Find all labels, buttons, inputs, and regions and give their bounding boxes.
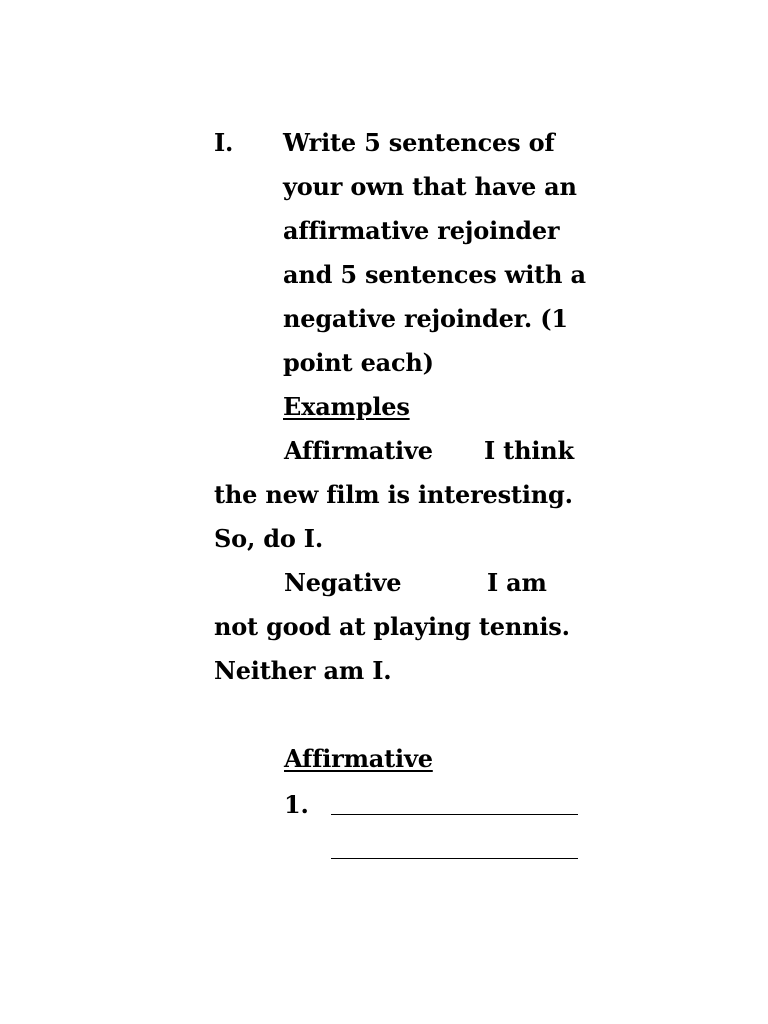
negative-example-label: Negative bbox=[284, 568, 402, 597]
answer-blank-line-1[interactable] bbox=[331, 814, 578, 815]
exercise-item-number: 1. bbox=[284, 790, 309, 819]
instruction-line-2: your own that have an bbox=[283, 172, 577, 201]
instruction-line-6: point each) bbox=[283, 348, 434, 377]
examples-heading: Examples bbox=[283, 392, 410, 421]
section-number: I. bbox=[214, 128, 234, 157]
affirmative-example-rejoinder: So, do I. bbox=[214, 524, 323, 553]
negative-example-sentence-start: I am bbox=[487, 568, 547, 597]
instruction-line-3: affirmative rejoinder bbox=[283, 216, 560, 245]
answer-blank-line-2[interactable] bbox=[331, 858, 578, 859]
affirmative-example-label: Affirmative bbox=[284, 436, 433, 465]
instruction-line-5: negative rejoinder. (1 bbox=[283, 304, 568, 333]
affirmative-example-sentence-start: I think bbox=[484, 436, 574, 465]
instruction-line-1: Write 5 sentences of bbox=[283, 128, 555, 157]
affirmative-example-sentence-rest: the new film is interesting. bbox=[214, 480, 573, 509]
exercise-affirmative-heading: Affirmative bbox=[284, 744, 433, 773]
negative-example-rejoinder: Neither am I. bbox=[214, 656, 392, 685]
instruction-line-4: and 5 sentences with a bbox=[283, 260, 586, 289]
negative-example-sentence-rest: not good at playing tennis. bbox=[214, 612, 570, 641]
